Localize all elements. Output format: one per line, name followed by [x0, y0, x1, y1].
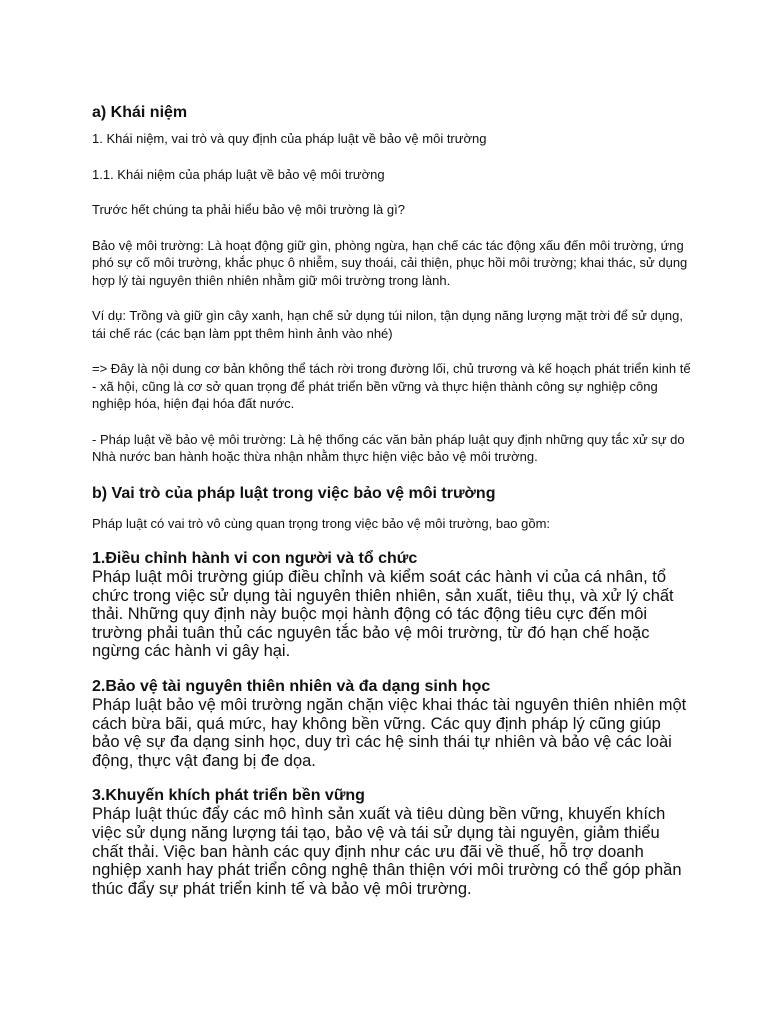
- line-concept-title: 1. Khái niệm, vai trò và quy định của pháp luật về bảo vệ môi trường: [92, 131, 487, 146]
- section-body: Pháp luật môi trường giúp điều chỉnh và kiểm soát các hành vi của cá nhân, tổ chức trong việc sử dụng tài nguyên thiên nhiên, sản xuất, tiêu thụ, và xử lý chất thải. Những quy định này buộc mọi hành động có tác động tiêu cực đến môi trường phải tuân thủ các nguyên tắc bảo vệ môi trường, từ đó hạn chế hoặc ngừng các hành vi gây hại.: [92, 568, 674, 661]
- paragraph-definition: Bảo vệ môi trường: Là hoạt động giữ gìn, phòng ngừa, hạn chế các tác động xấu đến môi trường, ứng phó sự cố môi trường, khắc phục ô nhiễm, suy thoái, cải thiện, phục hồi môi trường; khai thác, sử dụng hợp lý tài nguyên thiên nhiên nhằm giữ môi trường trong lành.: [92, 237, 688, 288]
- section-2: [92, 678, 692, 770]
- section-title: 2.Bảo vệ tài nguyên thiên nhiên và đa dạng sinh học: [92, 677, 491, 695]
- line-concept-subtitle: 1.1. Khái niệm của pháp luật về bảo vệ môi trường: [92, 166, 385, 182]
- line-question: Trước hết chúng ta phải hiểu bảo vệ môi trường là gì?: [92, 202, 405, 217]
- paragraph-arrow-note: => Đây là nội dung cơ bản không thể tách rời trong đường lối, chủ trương và kế hoạch phát triển kinh tế - xã hội, cũng là cơ sở quan trọng để phát triển bền vững và thực hiện thành công sự nghiệp công nghiệp hóa, hiện đại hóa đất nước.: [92, 361, 691, 411]
- section-3: [92, 787, 692, 898]
- section-title: 1.Điều chỉnh hành vi con người và tổ chức: [92, 550, 418, 567]
- section-body: Pháp luật thúc đẩy các mô hình sản xuất và tiêu dùng bền vững, khuyến khích việc sử dụng năng lượng tái tạo, bảo vệ và tái sử dụng tài nguyên, giảm thiểu chất thải. Việc ban hành các quy định như các ưu đãi về thuế, hỗ trợ doanh nghiệp xanh hay phát triển công nghệ thân thiện với môi trường có thể góp phần thúc đẩy sự phát triển kinh tế và bảo vệ môi trường.: [92, 805, 682, 898]
- document-page: [92, 102, 692, 915]
- paragraph-law-definition: - Pháp luật về bảo vệ môi trường: Là hệ thống các văn bản pháp luật quy định những quy tắc xử sự do Nhà nước ban hành hoặc thừa nhận nhằm thực hiện việc bảo vệ môi trường.: [92, 431, 685, 464]
- heading-b: b) Vai trò của pháp luật trong việc bảo vệ môi trường: [92, 484, 496, 502]
- section-title: 3.Khuyến khích phát triển bền vững: [92, 787, 365, 805]
- paragraph-intro-b: Pháp luật có vai trò vô cùng quan trọng trong việc bảo vệ môi trường, bao gồm:: [92, 515, 551, 531]
- section-body: Pháp luật bảo vệ môi trường ngăn chặn việc khai thác tài nguyên thiên nhiên một cách bừa bãi, quá mức, hay không bền vững. Các quy định pháp lý cũng giúp bảo vệ sự đa dạng sinh học, duy trì các hệ sinh thái tự nhiên và bảo vệ các loài động, thực vật đang bị đe dọa.: [92, 695, 687, 770]
- section-1: [92, 550, 692, 661]
- heading-a: a) Khái niệm: [92, 104, 188, 121]
- paragraph-example: Ví dụ: Trồng và giữ gìn cây xanh, hạn chế sử dụng túi nilon, tận dụng năng lượng mặt trời để sử dụng, tái chế rác (các bạn làm ppt thêm hình ảnh vào nhé): [92, 308, 683, 341]
